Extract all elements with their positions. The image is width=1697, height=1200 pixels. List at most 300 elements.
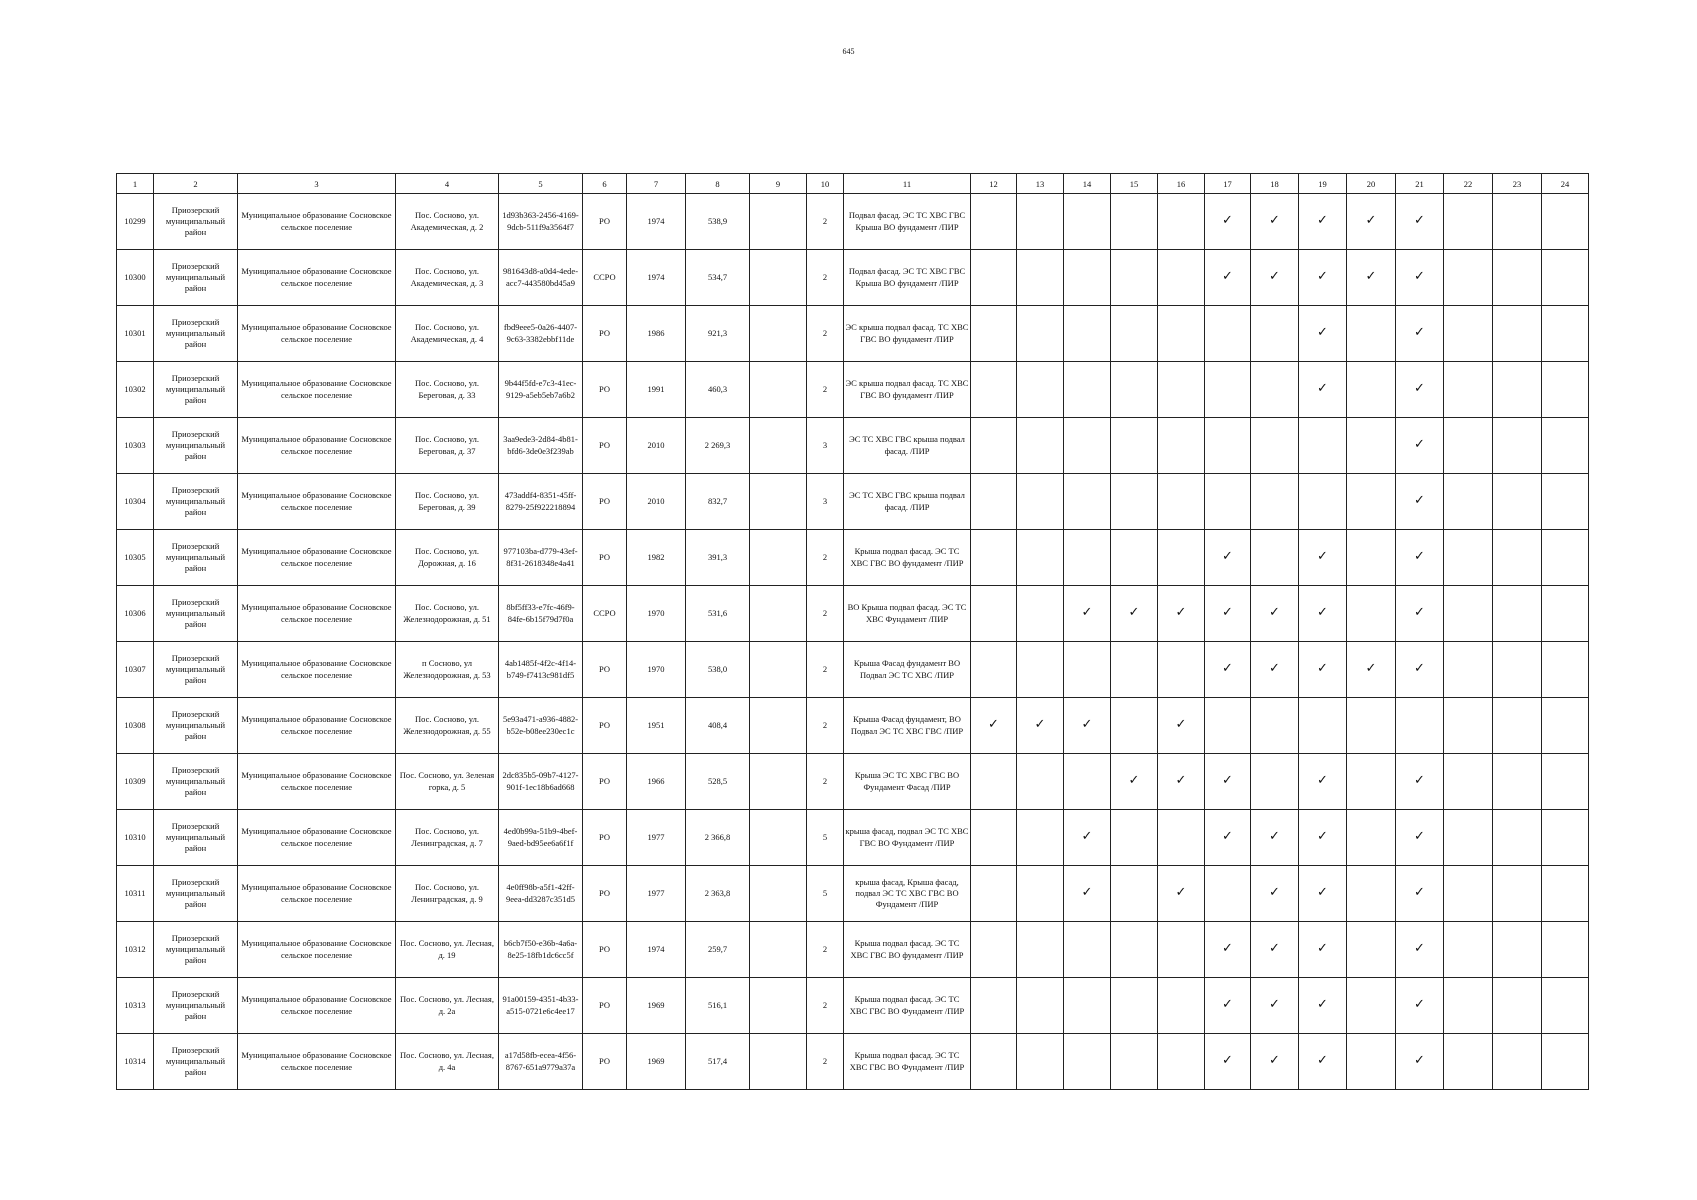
year-cell: 1977 [627, 810, 686, 866]
check-mark-icon: ✓ [1347, 194, 1396, 250]
table-row [117, 530, 1589, 586]
check-mark-icon: ✓ [1396, 418, 1444, 474]
empty-cell [1542, 530, 1589, 586]
guid-cell: 981643d8-a0d4-4ede-acc7-443580bd45a9 [499, 250, 583, 306]
empty-cell [1444, 474, 1493, 530]
column-10-cell: 2 [807, 698, 844, 754]
municipality-cell: Муниципальное образование Сосновское сельское поселение [238, 306, 396, 362]
column-number-row [117, 174, 1589, 194]
column-9-cell [750, 810, 807, 866]
column-9-cell [750, 698, 807, 754]
column-number-16: 16 [1158, 174, 1205, 194]
year-cell: 1966 [627, 754, 686, 810]
empty-cell [1158, 250, 1205, 306]
column-10-cell: 2 [807, 194, 844, 250]
empty-cell [1444, 362, 1493, 418]
works-cell: ЭС ТС ХВС ГВС крыша подвал фасад. /ПИР [844, 474, 971, 530]
guid-cell: 2dc835b5-09b7-4127-901f-1ec18b6ad668 [499, 754, 583, 810]
empty-cell [971, 642, 1017, 698]
empty-cell [971, 810, 1017, 866]
column-number-21: 21 [1396, 174, 1444, 194]
works-cell: Крыша подвал фасад. ЭС ТС ХВС ГВС ВО фундамент /ПИР [844, 922, 971, 978]
empty-cell [1493, 362, 1542, 418]
area-cell: 2 269,3 [686, 418, 750, 474]
check-mark-icon: ✓ [1205, 978, 1251, 1034]
column-number-22: 22 [1444, 174, 1493, 194]
year-cell: 1974 [627, 250, 686, 306]
column-number-17: 17 [1205, 174, 1251, 194]
year-cell: 1986 [627, 306, 686, 362]
empty-cell [1542, 810, 1589, 866]
empty-cell [1444, 866, 1493, 922]
empty-cell [971, 306, 1017, 362]
area-cell: 2 363,8 [686, 866, 750, 922]
check-mark-icon: ✓ [1396, 530, 1444, 586]
column-number-4: 4 [396, 174, 499, 194]
area-cell: 538,0 [686, 642, 750, 698]
row-id: 10305 [117, 530, 154, 586]
empty-cell [1064, 1034, 1111, 1090]
column-9-cell [750, 418, 807, 474]
column-number-10: 10 [807, 174, 844, 194]
empty-cell [1493, 754, 1542, 810]
row-id: 10302 [117, 362, 154, 418]
empty-cell [1111, 978, 1158, 1034]
empty-cell [1111, 642, 1158, 698]
check-mark-icon: ✓ [1205, 586, 1251, 642]
empty-cell [1111, 306, 1158, 362]
municipality-cell: Муниципальное образование Сосновское сельское поселение [238, 418, 396, 474]
empty-cell [1347, 362, 1396, 418]
guid-cell: 473addf4-8351-45ff-8279-25f922218894 [499, 474, 583, 530]
column-10-cell: 2 [807, 250, 844, 306]
column-number-24: 24 [1542, 174, 1589, 194]
type-cell: РО [583, 922, 627, 978]
year-cell: 1969 [627, 1034, 686, 1090]
empty-cell [1064, 922, 1111, 978]
empty-cell [1111, 698, 1158, 754]
empty-cell [1205, 418, 1251, 474]
empty-cell [1017, 306, 1064, 362]
empty-cell [1064, 978, 1111, 1034]
address-cell: Пос. Сосново, ул. Ленинградская, д. 7 [396, 810, 499, 866]
check-mark-icon: ✓ [1299, 530, 1347, 586]
check-mark-icon: ✓ [1347, 250, 1396, 306]
check-mark-icon: ✓ [1205, 1034, 1251, 1090]
address-cell: п Сосново, ул Железнодорожная, д. 53 [396, 642, 499, 698]
empty-cell [1347, 306, 1396, 362]
empty-cell [1158, 362, 1205, 418]
empty-cell [1017, 1034, 1064, 1090]
municipality-cell: Муниципальное образование Сосновское сельское поселение [238, 250, 396, 306]
check-mark-icon: ✓ [1064, 698, 1111, 754]
column-number-19: 19 [1299, 174, 1347, 194]
type-cell: РО [583, 698, 627, 754]
check-mark-icon: ✓ [1251, 866, 1299, 922]
district-cell: Приозерский муниципальный район [154, 642, 238, 698]
empty-cell [1444, 418, 1493, 474]
empty-cell [1347, 754, 1396, 810]
empty-cell [1158, 1034, 1205, 1090]
municipality-cell: Муниципальное образование Сосновское сельское поселение [238, 530, 396, 586]
empty-cell [1444, 1034, 1493, 1090]
empty-cell [971, 978, 1017, 1034]
table-row [117, 418, 1589, 474]
check-mark-icon: ✓ [1299, 250, 1347, 306]
empty-cell [971, 586, 1017, 642]
empty-cell [1347, 586, 1396, 642]
guid-cell: 9b44f5fd-e7c3-41ec-9129-a5eb5eb7a6b2 [499, 362, 583, 418]
empty-cell [1542, 250, 1589, 306]
empty-cell [1017, 194, 1064, 250]
check-mark-icon: ✓ [1396, 866, 1444, 922]
empty-cell [1017, 362, 1064, 418]
column-number-18: 18 [1251, 174, 1299, 194]
address-cell: Пос. Сосново, ул. Академическая, д. 4 [396, 306, 499, 362]
empty-cell [1017, 810, 1064, 866]
row-id: 10303 [117, 418, 154, 474]
empty-cell [971, 362, 1017, 418]
empty-cell [1444, 250, 1493, 306]
table-row [117, 866, 1589, 922]
column-number-8: 8 [686, 174, 750, 194]
empty-cell [971, 194, 1017, 250]
check-mark-icon: ✓ [1299, 586, 1347, 642]
row-id: 10311 [117, 866, 154, 922]
works-cell: крыша фасад, Крыша фасад, подвал ЭС ТС ХВС ГВС ВО Фундамент /ПИР [844, 866, 971, 922]
empty-cell [971, 1034, 1017, 1090]
works-cell: Крыша подвал фасад. ЭС ТС ХВС ГВС ВО фундамент /ПИР [844, 530, 971, 586]
check-mark-icon: ✓ [1251, 642, 1299, 698]
type-cell: РО [583, 418, 627, 474]
area-cell: 528,5 [686, 754, 750, 810]
empty-cell [1444, 306, 1493, 362]
table-row [117, 754, 1589, 810]
check-mark-icon: ✓ [1299, 642, 1347, 698]
column-number-5: 5 [499, 174, 583, 194]
municipality-cell: Муниципальное образование Сосновское сельское поселение [238, 922, 396, 978]
empty-cell [1299, 418, 1347, 474]
area-cell: 921,3 [686, 306, 750, 362]
check-mark-icon: ✓ [1064, 810, 1111, 866]
empty-cell [1205, 474, 1251, 530]
column-number-12: 12 [971, 174, 1017, 194]
district-cell: Приозерский муниципальный район [154, 474, 238, 530]
address-cell: Пос. Сосново, ул. Академическая, д. 2 [396, 194, 499, 250]
check-mark-icon: ✓ [1299, 194, 1347, 250]
empty-cell [1493, 530, 1542, 586]
empty-cell [1542, 194, 1589, 250]
column-number-9: 9 [750, 174, 807, 194]
column-10-cell: 2 [807, 362, 844, 418]
empty-cell [1493, 642, 1542, 698]
check-mark-icon: ✓ [1251, 250, 1299, 306]
check-mark-icon: ✓ [1205, 810, 1251, 866]
empty-cell [1158, 530, 1205, 586]
empty-cell [1251, 698, 1299, 754]
municipality-cell: Муниципальное образование Сосновское сельское поселение [238, 1034, 396, 1090]
check-mark-icon: ✓ [1205, 642, 1251, 698]
column-9-cell [750, 866, 807, 922]
empty-cell [1542, 586, 1589, 642]
empty-cell [1017, 866, 1064, 922]
row-id: 10312 [117, 922, 154, 978]
empty-cell [1251, 530, 1299, 586]
check-mark-icon: ✓ [1205, 754, 1251, 810]
empty-cell [1493, 474, 1542, 530]
empty-cell [1017, 474, 1064, 530]
empty-cell [1158, 922, 1205, 978]
check-mark-icon: ✓ [1299, 810, 1347, 866]
empty-cell [1493, 866, 1542, 922]
column-number-11: 11 [844, 174, 971, 194]
guid-cell: 91a00159-4351-4b33-a515-0721e6c4ee17 [499, 978, 583, 1034]
empty-cell [1493, 1034, 1542, 1090]
check-mark-icon: ✓ [1396, 362, 1444, 418]
empty-cell [1064, 306, 1111, 362]
district-cell: Приозерский муниципальный район [154, 418, 238, 474]
empty-cell [1493, 194, 1542, 250]
empty-cell [1017, 418, 1064, 474]
row-id: 10300 [117, 250, 154, 306]
empty-cell [1444, 698, 1493, 754]
check-mark-icon: ✓ [1396, 754, 1444, 810]
type-cell: РО [583, 530, 627, 586]
works-cell: Крыша Фасад фундамент ВО Подвал ЭС ТС ХВС /ПИР [844, 642, 971, 698]
area-cell: 408,4 [686, 698, 750, 754]
works-cell: ЭС крыша подвал фасад. ТС ХВС ГВС ВО фундамент /ПИР [844, 362, 971, 418]
check-mark-icon: ✓ [1205, 530, 1251, 586]
table-body [117, 174, 1589, 1090]
column-number-15: 15 [1111, 174, 1158, 194]
row-id: 10306 [117, 586, 154, 642]
municipality-cell: Муниципальное образование Сосновское сельское поселение [238, 642, 396, 698]
column-10-cell: 3 [807, 474, 844, 530]
table-row [117, 474, 1589, 530]
area-cell: 534,7 [686, 250, 750, 306]
municipality-cell: Муниципальное образование Сосновское сельское поселение [238, 362, 396, 418]
empty-cell [971, 866, 1017, 922]
empty-cell [1111, 866, 1158, 922]
type-cell: РО [583, 978, 627, 1034]
empty-cell [1205, 306, 1251, 362]
column-9-cell [750, 586, 807, 642]
check-mark-icon: ✓ [1396, 922, 1444, 978]
empty-cell [1017, 586, 1064, 642]
check-mark-icon: ✓ [1396, 194, 1444, 250]
empty-cell [1444, 586, 1493, 642]
check-mark-icon: ✓ [1064, 866, 1111, 922]
empty-cell [1158, 474, 1205, 530]
empty-cell [1493, 250, 1542, 306]
empty-cell [1158, 194, 1205, 250]
municipality-cell: Муниципальное образование Сосновское сельское поселение [238, 810, 396, 866]
district-cell: Приозерский муниципальный район [154, 866, 238, 922]
table-row [117, 306, 1589, 362]
district-cell: Приозерский муниципальный район [154, 586, 238, 642]
table-row [117, 250, 1589, 306]
column-number-6: 6 [583, 174, 627, 194]
empty-cell [1064, 418, 1111, 474]
empty-cell [1064, 474, 1111, 530]
works-cell: Крыша ЭС ТС ХВС ГВС ВО Фундамент Фасад /ПИР [844, 754, 971, 810]
empty-cell [1205, 698, 1251, 754]
check-mark-icon: ✓ [1251, 586, 1299, 642]
type-cell: РО [583, 754, 627, 810]
row-id: 10314 [117, 1034, 154, 1090]
check-mark-icon: ✓ [1396, 810, 1444, 866]
empty-cell [1251, 474, 1299, 530]
empty-cell [1347, 418, 1396, 474]
empty-cell [1444, 642, 1493, 698]
works-cell: Подвал фасад. ЭС ТС ХВС ГВС Крыша ВО фундамент /ПИР [844, 250, 971, 306]
area-cell: 538,9 [686, 194, 750, 250]
area-cell: 516,1 [686, 978, 750, 1034]
check-mark-icon: ✓ [1158, 754, 1205, 810]
guid-cell: 4e0ff98b-a5f1-42ff-9eea-dd3287c351d5 [499, 866, 583, 922]
district-cell: Приозерский муниципальный район [154, 306, 238, 362]
district-cell: Приозерский муниципальный район [154, 810, 238, 866]
area-cell: 832,7 [686, 474, 750, 530]
row-id: 10309 [117, 754, 154, 810]
empty-cell [1111, 250, 1158, 306]
empty-cell [1158, 978, 1205, 1034]
empty-cell [971, 922, 1017, 978]
column-10-cell: 2 [807, 1034, 844, 1090]
column-9-cell [750, 194, 807, 250]
year-cell: 1991 [627, 362, 686, 418]
empty-cell [1017, 754, 1064, 810]
empty-cell [1251, 362, 1299, 418]
works-cell: ЭС крыша подвал фасад. ТС ХВС ГВС ВО фундамент /ПИР [844, 306, 971, 362]
guid-cell: 1d93b363-2456-4169-9dcb-511f9a3564f7 [499, 194, 583, 250]
column-10-cell: 3 [807, 418, 844, 474]
column-9-cell [750, 474, 807, 530]
check-mark-icon: ✓ [1396, 1034, 1444, 1090]
check-mark-icon: ✓ [1299, 978, 1347, 1034]
empty-cell [1347, 698, 1396, 754]
empty-cell [1542, 306, 1589, 362]
empty-cell [1493, 922, 1542, 978]
year-cell: 1970 [627, 586, 686, 642]
address-cell: Пос. Сосново, ул. Дорожная, д. 16 [396, 530, 499, 586]
guid-cell: fbd9eee5-0a26-4407-9c63-3382ebbf11de [499, 306, 583, 362]
empty-cell [1017, 922, 1064, 978]
type-cell: ССРО [583, 586, 627, 642]
empty-cell [971, 250, 1017, 306]
empty-cell [1064, 194, 1111, 250]
year-cell: 1951 [627, 698, 686, 754]
empty-cell [1493, 698, 1542, 754]
column-number-13: 13 [1017, 174, 1064, 194]
check-mark-icon: ✓ [1205, 922, 1251, 978]
column-10-cell: 2 [807, 586, 844, 642]
empty-cell [1299, 698, 1347, 754]
type-cell: РО [583, 194, 627, 250]
empty-cell [1111, 194, 1158, 250]
empty-cell [1444, 922, 1493, 978]
check-mark-icon: ✓ [1251, 810, 1299, 866]
works-cell: ВО Крыша подвал фасад. ЭС ТС ХВС Фундамент /ПИР [844, 586, 971, 642]
empty-cell [971, 474, 1017, 530]
empty-cell [1493, 418, 1542, 474]
empty-cell [1347, 530, 1396, 586]
address-cell: Пос. Сосново, ул. Лесная, д. 19 [396, 922, 499, 978]
area-cell: 517,4 [686, 1034, 750, 1090]
empty-cell [1251, 418, 1299, 474]
column-9-cell [750, 1034, 807, 1090]
empty-cell [1444, 810, 1493, 866]
year-cell: 2010 [627, 418, 686, 474]
check-mark-icon: ✓ [1347, 642, 1396, 698]
district-cell: Приозерский муниципальный район [154, 698, 238, 754]
area-cell: 259,7 [686, 922, 750, 978]
empty-cell [1347, 474, 1396, 530]
check-mark-icon: ✓ [1111, 586, 1158, 642]
empty-cell [1493, 586, 1542, 642]
column-9-cell [750, 250, 807, 306]
year-cell: 1982 [627, 530, 686, 586]
empty-cell [1542, 866, 1589, 922]
empty-cell [1064, 362, 1111, 418]
row-id: 10304 [117, 474, 154, 530]
column-10-cell: 2 [807, 306, 844, 362]
year-cell: 1969 [627, 978, 686, 1034]
empty-cell [1493, 978, 1542, 1034]
empty-cell [1542, 978, 1589, 1034]
empty-cell [1064, 250, 1111, 306]
district-cell: Приозерский муниципальный район [154, 250, 238, 306]
address-cell: Пос. Сосново, ул. Береговая, д. 37 [396, 418, 499, 474]
row-id: 10299 [117, 194, 154, 250]
check-mark-icon: ✓ [1205, 194, 1251, 250]
guid-cell: 3aa9ede3-2d84-4b81-bfd6-3de0e3f239ab [499, 418, 583, 474]
guid-cell: 4ed0b99a-51b9-4bef-9aed-bd95ee6a6f1f [499, 810, 583, 866]
column-10-cell: 2 [807, 978, 844, 1034]
column-10-cell: 2 [807, 530, 844, 586]
district-cell: Приозерский муниципальный район [154, 530, 238, 586]
check-mark-icon: ✓ [1158, 866, 1205, 922]
empty-cell [1064, 530, 1111, 586]
empty-cell [1251, 754, 1299, 810]
table-row [117, 922, 1589, 978]
empty-cell [1444, 530, 1493, 586]
column-number-7: 7 [627, 174, 686, 194]
type-cell: РО [583, 866, 627, 922]
check-mark-icon: ✓ [971, 698, 1017, 754]
check-mark-icon: ✓ [1396, 978, 1444, 1034]
municipality-cell: Муниципальное образование Сосновское сельское поселение [238, 698, 396, 754]
type-cell: РО [583, 474, 627, 530]
empty-cell [1542, 1034, 1589, 1090]
row-id: 10301 [117, 306, 154, 362]
municipality-cell: Муниципальное образование Сосновское сельское поселение [238, 586, 396, 642]
municipality-cell: Муниципальное образование Сосновское сельское поселение [238, 866, 396, 922]
empty-cell [1251, 306, 1299, 362]
table-row [117, 586, 1589, 642]
area-cell: 531,6 [686, 586, 750, 642]
empty-cell [971, 754, 1017, 810]
empty-cell [1347, 1034, 1396, 1090]
guid-cell: 5e93a471-a936-4882-b52e-b08ee230ec1c [499, 698, 583, 754]
table-row [117, 810, 1589, 866]
column-number-14: 14 [1064, 174, 1111, 194]
empty-cell [1444, 754, 1493, 810]
type-cell: РО [583, 362, 627, 418]
guid-cell: 4ab1485f-4f2c-4f14-b749-f7413c981df5 [499, 642, 583, 698]
empty-cell [1111, 530, 1158, 586]
table-row [117, 362, 1589, 418]
